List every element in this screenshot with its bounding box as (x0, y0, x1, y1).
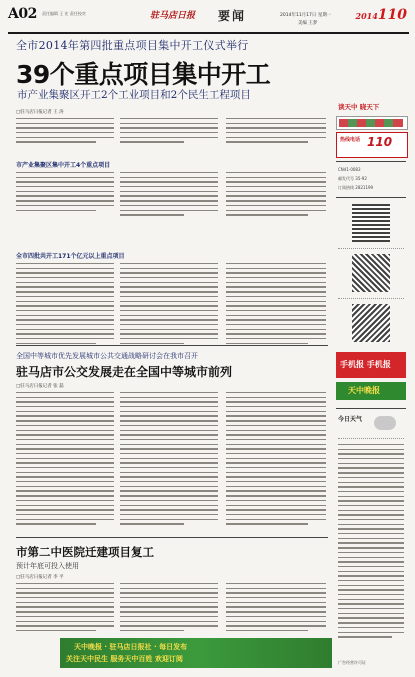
advert-line-2: 关注天中民生 服务天中百姓 欢迎订阅 (66, 655, 183, 663)
story3-subhead: 预计年底可投入使用 (16, 562, 79, 570)
sb-rule-1 (336, 161, 406, 162)
sidebar-post-code: 邮发代号 35-92 (338, 176, 367, 181)
lead-headline: 39个重点项目集中开工 (16, 60, 271, 89)
sb-rule-3 (336, 408, 406, 409)
sb-dots-1 (338, 248, 404, 249)
story2-headline: 驻马店市公交发展走在全国中等城市前列 (16, 365, 233, 379)
promo-box-1 (336, 352, 406, 378)
story3-col-3 (226, 583, 326, 635)
lead-subhead: 市产业集聚区开工2个工业项目和2个民生工程项目 (17, 89, 251, 101)
story3-col-1 (16, 583, 114, 635)
section-title: 要闻 (218, 9, 247, 23)
lead-col-1b (16, 172, 114, 214)
lead-kicker: 全市2014年第四批重点项目集中开工仪式举行 (16, 39, 249, 52)
story2-col-3 (226, 392, 326, 528)
story-divider-2 (16, 537, 328, 538)
story2-byline: □驻马店日报记者 张 磊 (16, 384, 64, 389)
lead-col-3b (226, 172, 326, 219)
story3-byline: □驻马店日报记者 李 平 (16, 575, 64, 580)
story-divider-1 (16, 345, 328, 346)
lead-col-3c (226, 263, 326, 347)
sidebar-slogan: 读天中 晓天下 (338, 103, 380, 111)
promo-box-2 (336, 382, 406, 400)
lead-col-2c (120, 263, 218, 347)
page-number: A02 (8, 6, 37, 22)
anniversary-logo (356, 7, 408, 23)
sidebar-notice-text (338, 444, 404, 641)
lead-byline: □驻马店日报记者 王 涛 (16, 110, 64, 115)
promo-box-2-text: 天中晚报 (348, 386, 380, 395)
sidebar-print-license: 广告经营许可证 (338, 660, 366, 665)
lead-col-1 (16, 118, 114, 146)
story3-headline: 市第二中医院迁建项目复工 (16, 545, 154, 559)
newspaper-brand: 驻马店日报 (150, 11, 196, 21)
logo-number: 110 (377, 7, 407, 23)
logo-prefix: 2014 (355, 11, 378, 21)
logo-strip (336, 116, 408, 130)
qr-code-1 (352, 204, 390, 242)
masthead (8, 4, 409, 34)
story2-col-2 (120, 392, 218, 528)
hotline-logo: 110 (367, 135, 393, 149)
hotline-label: 热线电话 (340, 137, 361, 143)
lead-crosshead-2: 全市四批共开工171个亿元以上重点项目 (16, 253, 125, 260)
qr-code-2 (352, 254, 390, 292)
right-sidebar (334, 94, 410, 674)
issue-date: 2014年11月17日 星期一 (280, 13, 332, 18)
lead-col-2 (120, 118, 218, 146)
story2-kicker: 全国中等城市优先发展城市公共交通战略研讨会在我市召开 (16, 352, 198, 360)
sb-rule-2 (336, 197, 406, 198)
lead-col-3 (226, 118, 326, 146)
sidebar-weather: 今日天气 (338, 416, 363, 423)
lead-crosshead-1: 市产业集聚区集中开工4个重点项目 (16, 162, 111, 169)
bottom-advert (60, 638, 332, 668)
masthead-editor: 美编 王梦 (298, 21, 318, 26)
sb-dots-2 (338, 298, 404, 299)
promo-box-1-text: 手机报 手机报 (340, 360, 391, 369)
story2-col-1 (16, 392, 114, 528)
sidebar-issn: CN41-0083 (338, 167, 361, 172)
masthead-meta: 责任编辑 王 宏 责任校对 (42, 11, 86, 16)
lead-col-2b (120, 172, 218, 219)
hotline-box (336, 132, 408, 158)
qr-code-3 (352, 304, 390, 342)
story3-col-2 (120, 583, 218, 635)
cloud-icon (374, 416, 396, 430)
lead-col-1c (16, 263, 114, 347)
sidebar-subscribe: 订阅热线 2821199 (338, 185, 374, 190)
advert-line-1: 天中晚报 · 驻马店日报社 · 每日发布 (74, 643, 188, 651)
sb-dots-3 (338, 438, 404, 439)
